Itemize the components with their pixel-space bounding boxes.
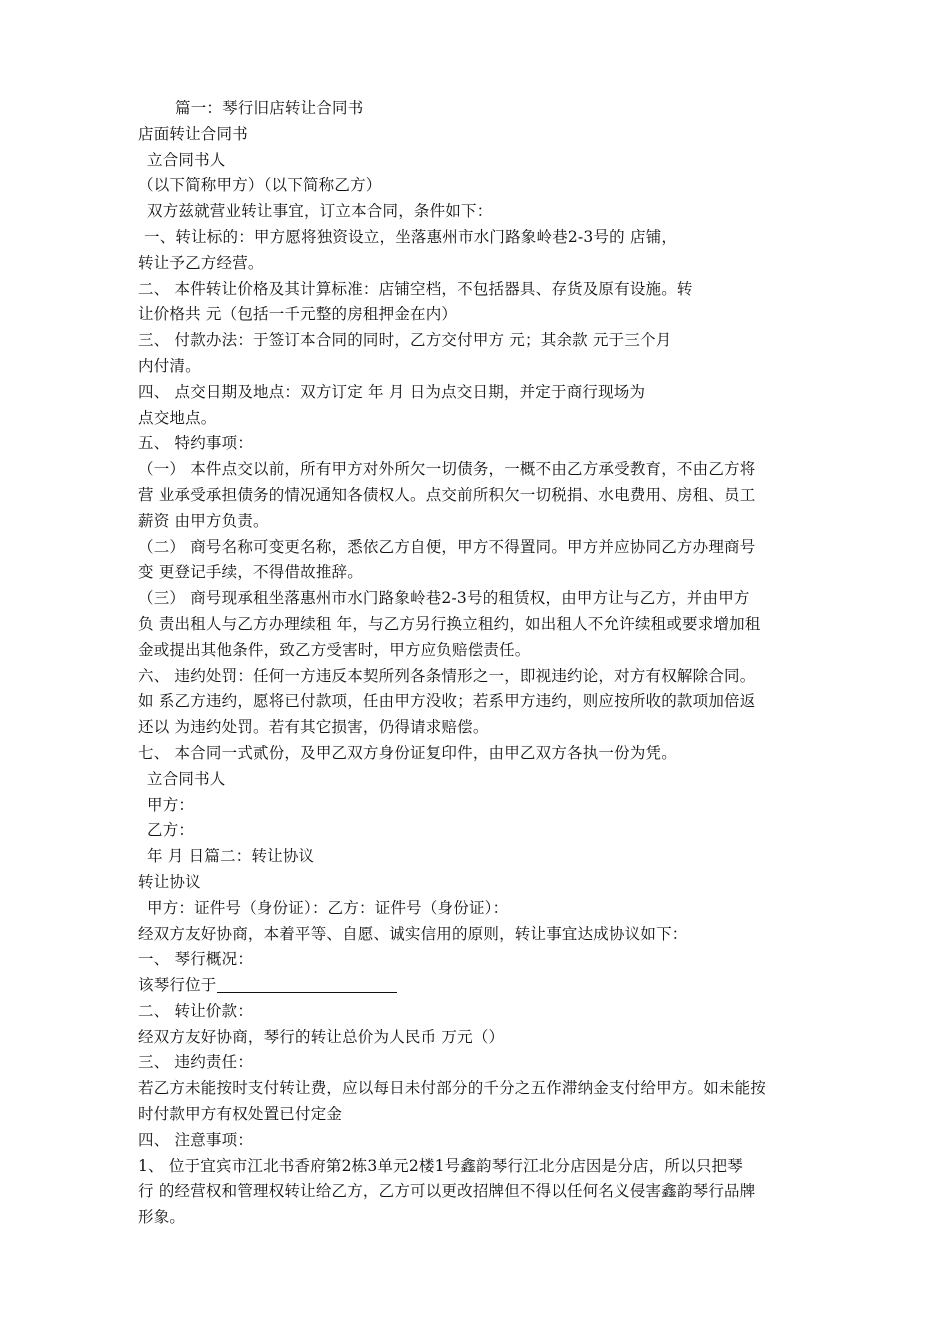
text-line: （三） 商号现承租坐落惠州市水门路象岭巷2-3号的租赁权，由甲方让与乙方，并由甲方	[138, 589, 750, 608]
text-line: 双方兹就营业转让事宜，订立本合同，条件如下：	[147, 202, 493, 221]
text-line: 经双方友好协商，本着平等、自愿、诚实信用的原则，转让事宜达成协议如下：	[138, 924, 688, 943]
text-line: 薪资 由甲方负责。	[138, 511, 269, 530]
text-line: 如 系乙方违约，愿将已付款项，任由甲方没收；若系甲方违约，则应按所收的款项加倍返	[138, 692, 756, 711]
text-line: 行 的经营权和管理权转让给乙方，乙方可以更改招牌但不得以任何名义侵害鑫韵琴行品牌	[138, 1182, 756, 1201]
fill-in-blank	[217, 976, 397, 993]
text-line: 金或提出其他条件，致乙方受害时，甲方应负赔偿责任。	[138, 640, 531, 659]
text-line: 一、转让标的：甲方愿将独资设立，坐落惠州市水门路象岭巷2-3号的 店铺，	[144, 227, 678, 246]
text-line: 立合同书人	[147, 150, 226, 169]
text-line: 形象。	[138, 1208, 186, 1227]
location-label: 该琴行位于	[138, 976, 217, 995]
text-line-with-blank	[138, 973, 828, 999]
doc-title: 篇一：琴行旧店转让合同书	[175, 99, 364, 117]
text-line: （以下简称甲方）（以下简称乙方）	[138, 176, 382, 195]
contract-heading: 店面转让合同书	[138, 124, 248, 143]
text-line: 六、 违约处罚：任何一方违反本契所列各条情形之一，即视违约论，对方有权解除合同。	[138, 666, 756, 685]
text-line: 乙方：	[147, 821, 195, 840]
text-line: 还以 为违约处罚。若有其它损害，仍得请求赔偿。	[138, 718, 489, 737]
text-line: 负 责出租人与乙方办理续租 年，与乙方另行换立租约，如出租人不允许续租或要求增加租	[138, 614, 761, 633]
text-line: 立合同书人	[147, 769, 226, 788]
text-line: 经双方友好协商，琴行的转让总价为人民币 万元（）	[138, 1027, 505, 1046]
text-line: 转让予乙方经营。	[138, 253, 264, 272]
text-line: （二） 商号名称可变更名称，悉依乙方自便，甲方不得置同。甲方并应协同乙方办理商号	[138, 537, 756, 556]
text-line: 1、 位于宜宾市江北书香府第2栋3单元2楼1号鑫韵琴行江北分店因是分店，所以只把琴	[138, 1156, 743, 1175]
text-line: 营 业承受承担债务的情况通知各债权人。点交前所积欠一切税捐、水电费用、房租、员工	[138, 485, 756, 504]
text-line: 一、 琴行概况：	[138, 950, 254, 969]
text-line: 年 月 日篇二：转让协议	[147, 847, 315, 866]
text-line: 四、 注意事项：	[138, 1130, 254, 1149]
text-line: 四、 点交日期及地点：双方订定 年 月 日为点交日期，并定于商行现场为	[138, 382, 646, 401]
text-line: 三、 付款办法：于签订本合同的同时，乙方交付甲方 元；其余款 元于三个月	[138, 331, 672, 350]
text-line: 让价格共 元（包括一千元整的房租押金在内）	[138, 305, 458, 324]
document-page	[138, 96, 828, 1231]
text-line: 内付清。	[138, 356, 201, 375]
text-line: 时付款甲方有权处置已付定金	[138, 1105, 343, 1124]
text-line: 若乙方未能按时支付转让费，应以每日未付部分的千分之五作滞纳金支付给甲方。如未能按	[138, 1079, 767, 1098]
text-line: 变 更登记手续，不得借故推辞。	[138, 563, 363, 582]
agreement-heading: 转让协议	[138, 872, 201, 891]
text-line: 甲方：	[147, 795, 195, 814]
text-line: 点交地点。	[138, 408, 217, 427]
text-line: 甲方：证件号（身份证）：乙方：证件号（身份证）：	[147, 898, 509, 917]
text-line: 二、 转让价款：	[138, 1001, 254, 1020]
text-line: 七、 本合同一式贰份，及甲乙双方身份证复印件，由甲乙双方各执一份为凭。	[138, 743, 677, 762]
text-line: 五、 特约事项：	[138, 434, 254, 453]
text-line: 二、 本件转让价格及其计算标准：店铺空档，不包括器具、存货及原有设施。转	[138, 279, 693, 298]
text-line: 三、 违约责任：	[138, 1053, 254, 1072]
text-line: （一） 本件点交以前，所有甲方对外所欠一切债务，一概不由乙方承受教育，不由乙方将	[138, 460, 756, 479]
